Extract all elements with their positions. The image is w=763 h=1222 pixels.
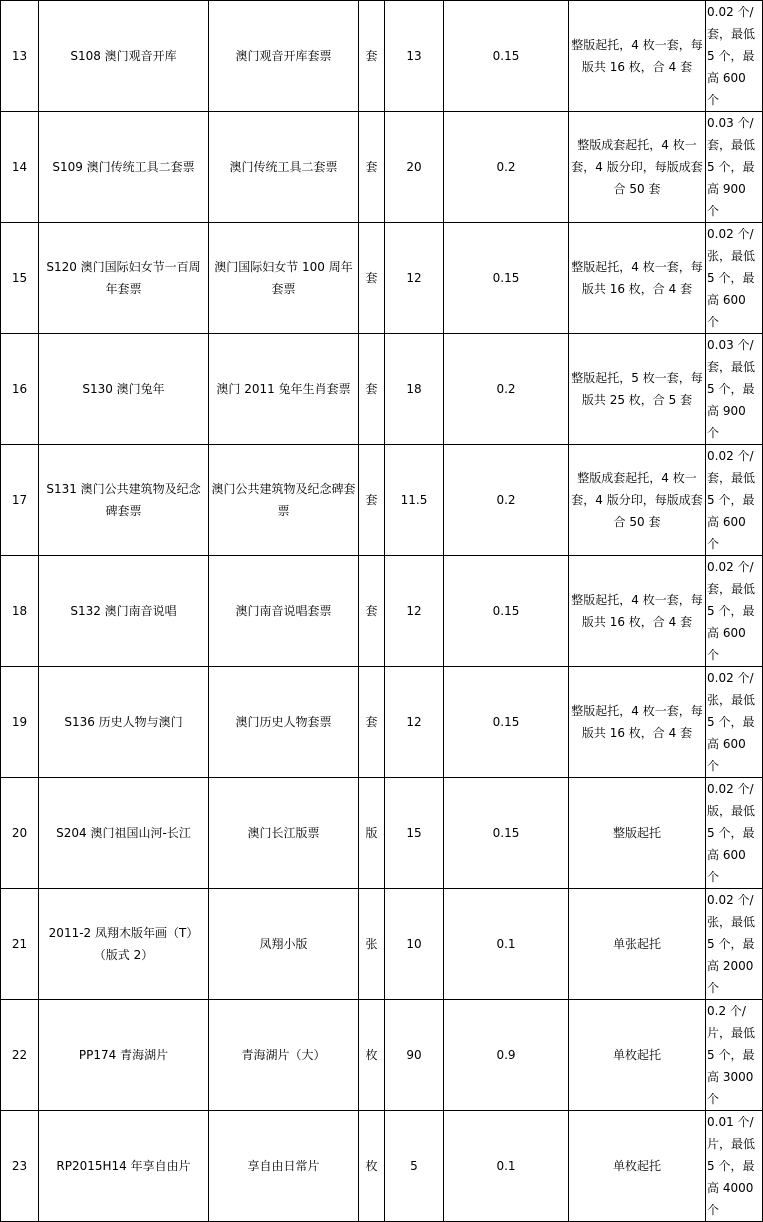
variety-cell: 澳门长江版票 xyxy=(209,778,359,889)
packaging-cell: 整版起托 xyxy=(569,778,706,889)
packaging-cell: 单枚起托 xyxy=(569,1111,706,1222)
table-row xyxy=(1,889,763,1000)
variety-cell: 澳门历史人物套票 xyxy=(209,667,359,778)
packaging-cell: 单枚起托 xyxy=(569,1000,706,1111)
limit-note-cell: 0.02 个/张，最低 5 个，最高 600 个 xyxy=(706,223,763,334)
table-row xyxy=(1,1,763,112)
unit-cell: 枚 xyxy=(359,1111,385,1222)
limit-note-cell: 0.01 个/片，最低 5 个，最高 4000 个 xyxy=(706,1111,763,1222)
packaging-cell: 整版成套起托，4 枚一套，4 版分印，每版成套合 50 套 xyxy=(569,445,706,556)
price-cell: 20 xyxy=(385,112,444,223)
stamp-name-cell: S120 澳门国际妇女节一百周年套票 xyxy=(39,223,209,334)
unit-cell: 套 xyxy=(359,556,385,667)
table-row xyxy=(1,334,763,445)
row-number-cell: 15 xyxy=(1,223,39,334)
table-row xyxy=(1,112,763,223)
stamp-name-cell: S130 澳门兔年 xyxy=(39,334,209,445)
unit-cell: 套 xyxy=(359,1,385,112)
row-number-cell: 17 xyxy=(1,445,39,556)
price-cell: 12 xyxy=(385,667,444,778)
packaging-cell: 整版起托，4 枚一套，每版共 16 枚，合 4 套 xyxy=(569,1,706,112)
row-number-cell: 22 xyxy=(1,1000,39,1111)
limit-note-cell: 0.02 个/张，最低 5 个，最高 600 个 xyxy=(706,667,763,778)
fee-cell: 0.15 xyxy=(444,667,569,778)
unit-cell: 枚 xyxy=(359,1000,385,1111)
variety-cell: 澳门 2011 兔年生肖套票 xyxy=(209,334,359,445)
price-cell: 18 xyxy=(385,334,444,445)
unit-cell: 版 xyxy=(359,778,385,889)
fee-cell: 0.1 xyxy=(444,889,569,1000)
price-cell: 13 xyxy=(385,1,444,112)
price-cell: 11.5 xyxy=(385,445,444,556)
stamp-name-cell: S132 澳门南音说唱 xyxy=(39,556,209,667)
variety-cell: 澳门观音开库套票 xyxy=(209,1,359,112)
fee-cell: 0.2 xyxy=(444,445,569,556)
stamp-name-cell: S204 澳门祖国山河-长江 xyxy=(39,778,209,889)
limit-note-cell: 0.02 个/套，最低 5 个，最高 600 个 xyxy=(706,556,763,667)
fee-cell: 0.2 xyxy=(444,112,569,223)
packaging-cell: 整版成套起托，4 枚一套，4 版分印，每版成套合 50 套 xyxy=(569,112,706,223)
row-number-cell: 18 xyxy=(1,556,39,667)
price-cell: 10 xyxy=(385,889,444,1000)
unit-cell: 套 xyxy=(359,445,385,556)
row-number-cell: 13 xyxy=(1,1,39,112)
unit-cell: 套 xyxy=(359,334,385,445)
variety-cell: 享自由日常片 xyxy=(209,1111,359,1222)
packaging-cell: 整版起托，5 枚一套，每版共 25 枚，合 5 套 xyxy=(569,334,706,445)
unit-cell: 套 xyxy=(359,223,385,334)
fee-cell: 0.1 xyxy=(444,1111,569,1222)
limit-note-cell: 0.03 个/套，最低 5 个，最高 900 个 xyxy=(706,112,763,223)
variety-cell: 青海湖片（大） xyxy=(209,1000,359,1111)
limit-note-cell: 0.02 个/套，最低 5 个，最高 600 个 xyxy=(706,1,763,112)
limit-note-cell: 0.02 个/张，最低 5 个，最高 2000 个 xyxy=(706,889,763,1000)
fee-cell: 0.15 xyxy=(444,778,569,889)
row-number-cell: 16 xyxy=(1,334,39,445)
price-cell: 15 xyxy=(385,778,444,889)
limit-note-cell: 0.02 个/版，最低 5 个，最高 600 个 xyxy=(706,778,763,889)
variety-cell: 澳门国际妇女节 100 周年套票 xyxy=(209,223,359,334)
price-cell: 5 xyxy=(385,1111,444,1222)
unit-cell: 张 xyxy=(359,889,385,1000)
row-number-cell: 23 xyxy=(1,1111,39,1222)
table-row xyxy=(1,223,763,334)
unit-cell: 套 xyxy=(359,112,385,223)
fee-cell: 0.2 xyxy=(444,334,569,445)
stamp-name-cell: S131 澳门公共建筑物及纪念碑套票 xyxy=(39,445,209,556)
row-number-cell: 21 xyxy=(1,889,39,1000)
packaging-cell: 整版起托，4 枚一套，每版共 16 枚，合 4 套 xyxy=(569,556,706,667)
table-row xyxy=(1,778,763,889)
stamp-name-cell: RP2015H14 年享自由片 xyxy=(39,1111,209,1222)
stamp-name-cell: S136 历史人物与澳门 xyxy=(39,667,209,778)
stamp-name-cell: S109 澳门传统工具二套票 xyxy=(39,112,209,223)
table-row xyxy=(1,556,763,667)
fee-cell: 0.9 xyxy=(444,1000,569,1111)
table-row xyxy=(1,1111,763,1222)
packaging-cell: 单张起托 xyxy=(569,889,706,1000)
limit-note-cell: 0.02 个/套，最低 5 个，最高 600 个 xyxy=(706,445,763,556)
price-cell: 90 xyxy=(385,1000,444,1111)
row-number-cell: 19 xyxy=(1,667,39,778)
fee-cell: 0.15 xyxy=(444,1,569,112)
stamp-name-cell: S108 澳门观音开库 xyxy=(39,1,209,112)
table-row xyxy=(1,1000,763,1111)
limit-note-cell: 0.03 个/套，最低 5 个，最高 900 个 xyxy=(706,334,763,445)
packaging-cell: 整版起托，4 枚一套，每版共 16 枚，合 4 套 xyxy=(569,667,706,778)
row-number-cell: 20 xyxy=(1,778,39,889)
limit-note-cell: 0.2 个/片，最低 5 个，最高 3000 个 xyxy=(706,1000,763,1111)
variety-cell: 澳门传统工具二套票 xyxy=(209,112,359,223)
row-number-cell: 14 xyxy=(1,112,39,223)
stamp-name-cell: 2011-2 凤翔木版年画（T）（版式 2） xyxy=(39,889,209,1000)
unit-cell: 套 xyxy=(359,667,385,778)
table-row xyxy=(1,445,763,556)
variety-cell: 凤翔小版 xyxy=(209,889,359,1000)
table-body xyxy=(1,1,763,1222)
variety-cell: 澳门南音说唱套票 xyxy=(209,556,359,667)
variety-cell: 澳门公共建筑物及纪念碑套票 xyxy=(209,445,359,556)
fee-cell: 0.15 xyxy=(444,223,569,334)
price-cell: 12 xyxy=(385,223,444,334)
table-row xyxy=(1,667,763,778)
fee-cell: 0.15 xyxy=(444,556,569,667)
price-cell: 12 xyxy=(385,556,444,667)
packaging-cell: 整版起托，4 枚一套，每版共 16 枚，合 4 套 xyxy=(569,223,706,334)
stamp-name-cell: PP174 青海湖片 xyxy=(39,1000,209,1111)
